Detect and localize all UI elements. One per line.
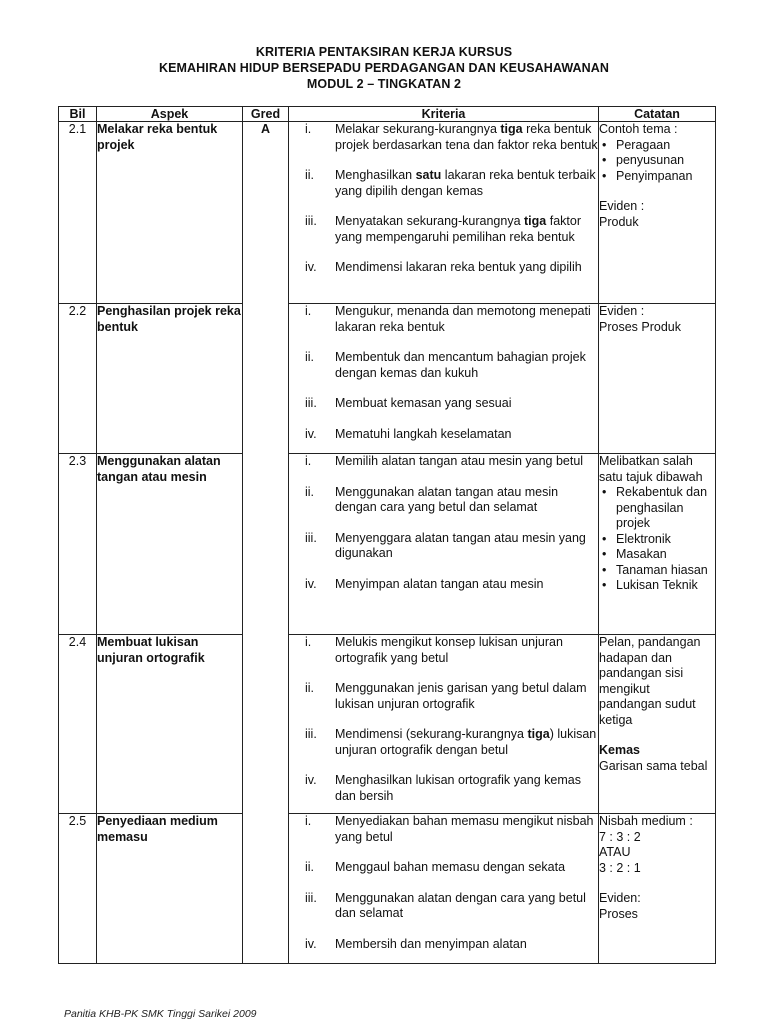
table-row (59, 635, 716, 814)
criterion-text-part: faktor yang mempengaruhi pemilihan reka bentuk (335, 214, 581, 244)
header-gred: Gred (243, 107, 289, 122)
row-number: 2.1 (59, 122, 97, 304)
criterion-text-part: Mematuhi langkah keselamatan (335, 426, 512, 441)
criterion-text-part: Menggunakan alatan tangan atau mesin dengan cara yang betul dan selamat (335, 484, 559, 514)
criterion-item (289, 727, 598, 758)
notes-bullet-item: • penyusunan (599, 153, 715, 169)
document-subject: KEMAHIRAN HIDUP BERSEPADU PERDAGANGAN DAN KEUSAHAWANAN (158, 61, 610, 75)
criterion-text (335, 122, 598, 153)
document-title-block (0, 44, 768, 92)
criterion-number: iii. (305, 727, 317, 741)
criterion-text-part: Mendimensi (sekurang-kurangnya (335, 727, 528, 741)
notes-text: Kemas (599, 743, 640, 757)
criterion-text (335, 891, 598, 922)
notes-text: Eviden: (599, 891, 641, 905)
notes-bullet-item: • Peragaan (599, 138, 715, 154)
row-number: 2.3 (59, 454, 97, 635)
header-bil: Bil (59, 107, 97, 122)
criterion-text-part: Melukis mengikut konsep lukisan unjuran ortografik yang betul (335, 635, 563, 665)
criterion-text (335, 814, 598, 845)
criterion-item (289, 122, 598, 153)
criterion-text-part: Menyenggara alatan tangan atau mesin yang digunakan (335, 530, 586, 560)
notes-bullet-item: • Penyimpanan (599, 169, 715, 185)
notes-text: Contoh tema : (599, 122, 678, 136)
aspect-cell: Membuat lukisan unjuran ortografik (97, 635, 243, 814)
criterion-number: iii. (305, 530, 317, 545)
criterion-item (289, 168, 598, 199)
table-header-row (59, 107, 716, 122)
criteria-cell (289, 454, 599, 635)
criterion-item (289, 304, 598, 335)
notes-bullet-item: • Tanaman hiasan (599, 563, 715, 579)
criterion-item (289, 891, 598, 922)
criterion-text (335, 454, 598, 470)
criterion-emphasis: tiga (527, 727, 550, 741)
notes-text: 7 : 3 : 2 (599, 829, 641, 844)
criterion-emphasis: tiga (500, 122, 523, 136)
notes-spacer (599, 184, 715, 199)
criterion-number: iv. (305, 260, 317, 274)
criterion-item (289, 860, 598, 876)
criterion-number: i. (305, 304, 312, 318)
criterion-item (289, 427, 598, 443)
notes-cell (599, 454, 716, 635)
criterion-item (289, 454, 598, 470)
criterion-number: iv. (305, 936, 317, 951)
criterion-text-part: lakaran reka bentuk terbaik yang dipilih dengan kemas (335, 168, 596, 198)
criterion-text (335, 485, 598, 516)
criterion-item (289, 937, 598, 953)
criterion-text (335, 577, 598, 593)
criterion-text (335, 635, 598, 666)
criterion-text (335, 773, 598, 804)
criterion-text-part: Menghasilkan (335, 168, 416, 182)
criterion-item (289, 814, 598, 845)
notes-spacer (599, 876, 715, 891)
notes-text: Melibatkan salah satu tajuk dibawah (599, 454, 703, 484)
criterion-number: iv. (305, 773, 317, 787)
notes-bullet-item: • Lukisan Teknik (599, 578, 715, 594)
criterion-text (335, 168, 598, 199)
table-row (59, 454, 716, 635)
criterion-text (335, 214, 598, 245)
criterion-text-part: reka bentuk projek berdasarkan tena dan faktor reka bentuk (335, 122, 598, 152)
aspect-cell: Penghasilan projek reka bentuk (97, 304, 243, 454)
criterion-number: iii. (305, 890, 317, 905)
criterion-text (335, 937, 598, 953)
grade-cell: A (243, 122, 289, 964)
criterion-number: i. (305, 454, 312, 468)
criterion-item (289, 396, 598, 412)
criteria-cell (289, 635, 599, 814)
row-number: 2.4 (59, 635, 97, 814)
table-row (59, 814, 716, 964)
criterion-item (289, 260, 598, 276)
notes-cell (599, 304, 716, 454)
criterion-text-part: Menggunakan jenis garisan yang betul dalam lukisan unjuran ortografik (335, 681, 587, 711)
notes-text: Eviden : (599, 304, 645, 318)
criterion-text-part: Menyatakan sekurang-kurangnya (335, 214, 525, 228)
notes-text: Pelan, pandangan hadapan dan pandangan sisi mengikut pandangan sudut ketiga (599, 635, 701, 727)
header-aspek: Aspek (97, 107, 243, 122)
criteria-cell (289, 814, 599, 964)
row-number: 2.2 (59, 304, 97, 454)
criterion-item (289, 577, 598, 593)
notes-cell (599, 122, 716, 304)
header-catatan: Catatan (599, 107, 716, 122)
criterion-number: ii. (305, 681, 315, 695)
criterion-text (335, 260, 598, 276)
table-row (59, 122, 716, 304)
notes-text: 3 : 2 : 1 (599, 860, 641, 875)
document-module: MODUL 2 – TINGKATAN 2 (306, 77, 462, 91)
header-kriteria: Kriteria (289, 107, 599, 122)
notes-text: Produk (599, 214, 639, 229)
notes-spacer (599, 728, 715, 743)
criterion-number: ii. (305, 860, 315, 874)
criterion-number: ii. (305, 484, 315, 499)
criterion-text (335, 350, 598, 381)
criterion-text-part: Mengukur, menanda dan memotong menepati lakaran reka bentuk (335, 304, 591, 334)
criterion-text (335, 681, 598, 712)
footer-note: Panitia KHB-PK SMK Tinggi Sarikei 2009 (64, 1008, 257, 1020)
criterion-number: iii. (305, 396, 317, 410)
criterion-text-part: Mendimensi lakaran reka bentuk yang dipilih (335, 260, 582, 274)
criterion-emphasis: satu (415, 168, 442, 182)
notes-bullet-item: • Elektronik (599, 532, 715, 548)
criteria-cell (289, 304, 599, 454)
notes-text: Nisbah medium : (599, 814, 693, 828)
criterion-number: iv. (305, 576, 317, 591)
notes-bullet-list (599, 485, 715, 594)
criterion-number: iii. (305, 214, 317, 228)
criterion-text (335, 396, 598, 412)
criteria-table (58, 106, 716, 964)
document-title: KRITERIA PENTAKSIRAN KERJA KURSUS (255, 45, 513, 59)
criterion-item (289, 485, 598, 516)
notes-bullet-list (599, 138, 715, 185)
criterion-item (289, 214, 598, 245)
notes-bullet-item: • Rekabentuk dan penghasilan projek (599, 485, 715, 532)
criterion-text-part: Membentuk dan mencantum bahagian projek dengan kemas dan kukuh (335, 350, 586, 380)
criterion-item (289, 681, 598, 712)
notes-text: Garisan sama tebal (599, 758, 708, 773)
criterion-item (289, 350, 598, 381)
criterion-text-part: Membuat kemasan yang sesuai (335, 396, 512, 410)
row-number: 2.5 (59, 814, 97, 964)
criterion-item (289, 773, 598, 804)
aspect-cell: Melakar reka bentuk projek (97, 122, 243, 304)
notes-text: Proses Produk (599, 319, 681, 334)
criterion-text-part: Menyediakan bahan memasu mengikut nisbah yang betul (335, 814, 594, 844)
notes-text: Eviden : (599, 199, 645, 213)
criterion-text-part: Menggaul bahan memasu dengan sekata (335, 860, 566, 874)
aspect-cell: Menggunakan alatan tangan atau mesin (97, 454, 243, 635)
criterion-number: ii. (305, 168, 315, 182)
criterion-number: i. (305, 122, 312, 136)
criterion-number: iv. (305, 426, 317, 441)
criterion-text-part: Menghasilkan lukisan ortografik yang kemas dan bersih (335, 773, 581, 803)
criterion-item (289, 635, 598, 666)
criterion-number: i. (305, 814, 312, 828)
criterion-text-part: Menggunakan alatan dengan cara yang betul dan selamat (335, 890, 586, 920)
criterion-text (335, 727, 598, 758)
criterion-text-part: Membersih dan menyimpan alatan (335, 936, 527, 951)
criterion-text-part: Melakar sekurang-kurangnya (335, 122, 501, 136)
criterion-text-part: ) lukisan unjuran ortografik dengan betul (335, 727, 597, 757)
notes-bullet-item: • Masakan (599, 547, 715, 563)
aspect-cell: Penyediaan medium memasu (97, 814, 243, 964)
criterion-item (289, 531, 598, 562)
notes-cell (599, 635, 716, 814)
criterion-text (335, 860, 598, 876)
notes-cell (599, 814, 716, 964)
criterion-text-part: Memilih alatan tangan atau mesin yang betul (335, 454, 584, 468)
notes-text: Proses (599, 906, 638, 921)
criterion-number: i. (305, 635, 312, 649)
criterion-number: ii. (305, 350, 315, 364)
table-row (59, 304, 716, 454)
criterion-text-part: Menyimpan alatan tangan atau mesin (335, 576, 544, 591)
criterion-emphasis: tiga (524, 214, 547, 228)
table-body (59, 122, 716, 964)
criterion-text (335, 304, 598, 335)
notes-text: ATAU (599, 845, 631, 859)
criterion-text (335, 531, 598, 562)
criteria-cell (289, 122, 599, 304)
criterion-text (335, 427, 598, 443)
